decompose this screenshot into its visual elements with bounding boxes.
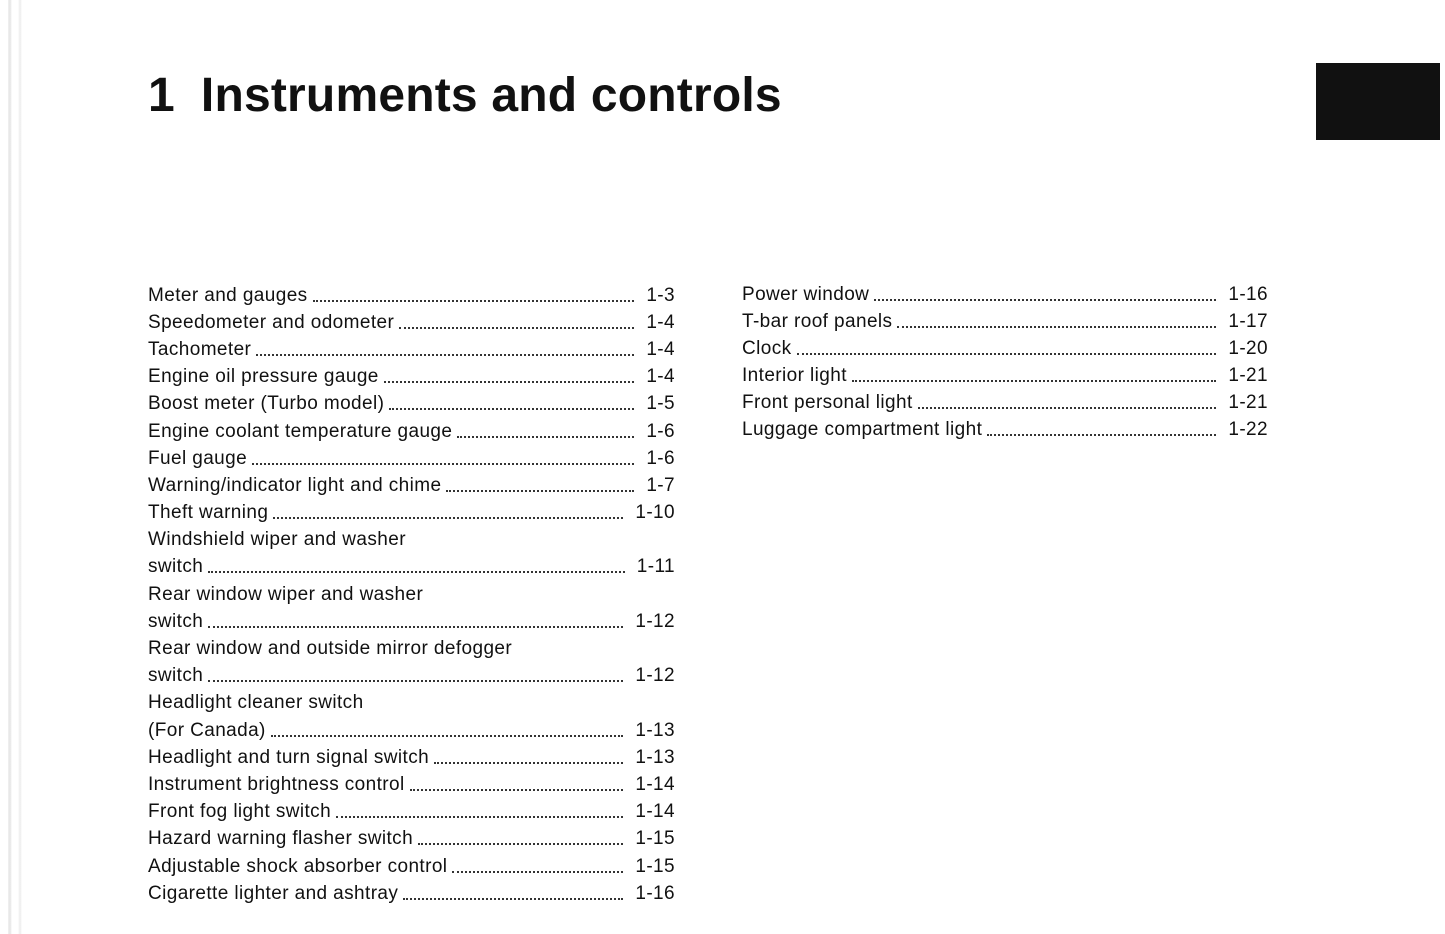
toc-entry-continuation[interactable] [148,608,675,635]
toc-entry-title: Instrument brightness control [148,773,405,795]
toc-entry-page: 1-21 [1228,391,1268,413]
toc-entry-page: 1-21 [1228,364,1268,386]
toc-entry-title: Clock [742,337,792,359]
toc-entry-page: 1-12 [635,665,675,687]
toc-entry-title: Boost meter (Turbo model) [148,393,385,415]
toc-entry-page: 1-15 [635,828,675,850]
dot-leader [797,353,1217,355]
toc-entry-page: 1-5 [646,393,675,415]
dot-leader [874,299,1216,301]
dot-leader [384,381,635,383]
toc-entry-page: 1-17 [1228,310,1268,332]
toc-entry-title: Theft warning [148,502,269,524]
toc-entry[interactable] [148,771,675,798]
dot-leader [418,843,623,845]
toc-entry-title: Rear window wiper and washer [148,583,424,605]
toc-entry[interactable] [742,362,1268,389]
toc-entry-page: 1-11 [636,556,675,578]
toc-entry[interactable] [148,309,675,336]
toc-entry-page: 1-4 [646,338,675,360]
toc-entry-title: Fuel gauge [148,447,248,469]
toc-entry-title: Front personal light [742,391,913,413]
dot-leader [208,680,623,682]
toc-entry[interactable] [148,853,675,880]
toc-entry-title: Meter and gauges [148,284,308,306]
toc-entry[interactable] [148,336,675,363]
toc-entry-page: 1-14 [635,773,675,795]
toc-entry-title-continuation: switch [148,610,204,632]
toc-entry-page: 1-14 [635,801,675,823]
dot-leader [457,436,634,438]
toc-entry-title-continuation: switch [148,556,204,578]
toc-entry[interactable] [742,335,1268,362]
toc-entry-title: T-bar roof panels [742,310,893,332]
toc-entry-title: Engine coolant temperature gauge [148,420,453,442]
toc-entry-title: Tachometer [148,338,252,360]
dot-leader [403,898,623,900]
toc-entry[interactable] [742,416,1268,443]
toc-entry-page: 1-13 [635,719,675,741]
toc-entry[interactable] [742,308,1268,335]
toc-entry[interactable] [148,282,675,309]
dot-leader [410,789,624,791]
toc-entry[interactable] [148,391,675,418]
dot-leader [313,300,635,302]
toc-entry-page: 1-6 [646,447,675,469]
dot-leader [897,326,1216,328]
toc-entry-continuation[interactable] [148,663,675,690]
toc-entry[interactable] [148,418,675,445]
toc-entry-title: Luggage compartment light [742,418,983,440]
toc-entry-page: 1-22 [1228,418,1268,440]
dot-leader [252,463,634,465]
toc-entry-page: 1-12 [635,610,675,632]
toc-entry-title: Warning/indicator light and chime [148,474,442,496]
toc-entry[interactable] [148,880,675,907]
dot-leader [256,354,634,356]
dot-leader [918,407,1217,409]
toc-entry-continuation[interactable] [148,717,675,744]
toc-entry-page: 1-7 [646,474,675,496]
toc-entry-title-continuation: switch [148,665,204,687]
toc-entry-page: 1-10 [635,502,675,524]
page-binding-edge [8,0,22,934]
dot-leader [336,816,623,818]
toc-entry[interactable] [148,581,675,608]
toc-entry-page: 1-4 [646,311,675,333]
toc-entry-title: Interior light [742,364,847,386]
toc-entry-page: 1-4 [646,366,675,388]
toc-entry-title: Windshield wiper and washer [148,529,406,551]
toc-entry-page: 1-20 [1228,337,1268,359]
chapter-title-text: Instruments and controls [200,69,782,122]
toc-entry[interactable] [148,744,675,771]
toc-entry[interactable] [148,364,675,391]
dot-leader [399,327,634,329]
toc-entry[interactable] [742,389,1268,416]
toc-entry-page: 1-6 [646,420,675,442]
toc-entry-page: 1-13 [635,746,675,768]
toc-entry-title: Hazard warning flasher switch [148,828,414,850]
chapter-thumb-tab [1316,63,1440,140]
dot-leader [208,626,623,628]
toc-entry-title: Headlight and turn signal switch [148,746,430,768]
toc-entry-title-continuation: (For Canada) [148,719,266,741]
toc-entry-page: 1-16 [635,882,675,904]
toc-entry-title: Engine oil pressure gauge [148,366,379,388]
toc-entry-page: 1-3 [646,284,675,306]
chapter-number: 1 [148,69,175,122]
chapter-title [148,68,782,124]
toc-entry-title: Headlight cleaner switch [148,692,364,714]
toc-entry[interactable] [148,635,675,662]
toc-entry[interactable] [148,445,675,472]
dot-leader [389,408,634,410]
dot-leader [208,571,625,573]
toc-left-column [148,282,675,907]
dot-leader [446,490,634,492]
toc-entry-title: Rear window and outside mirror defogger [148,638,513,660]
toc-entry-continuation[interactable] [148,554,675,581]
dot-leader [852,380,1216,382]
toc-entry-title: Adjustable shock absorber control [148,855,448,877]
toc-entry[interactable] [148,472,675,499]
dot-leader [452,871,623,873]
toc-entry-page: 1-16 [1228,283,1268,305]
toc-entry[interactable] [148,690,675,717]
toc-entry[interactable] [148,500,675,527]
toc-entry-title: Front fog light switch [148,801,332,823]
toc-entry-page: 1-15 [635,855,675,877]
toc-entry-title: Power window [742,283,870,305]
dot-leader [271,735,624,737]
toc-entry[interactable] [742,281,1268,308]
dot-leader [987,434,1216,436]
dot-leader [273,517,623,519]
toc-entry-title: Cigarette lighter and ashtray [148,882,399,904]
toc-entry[interactable] [148,826,675,853]
toc-entry[interactable] [148,527,675,554]
toc-right-column [742,281,1268,443]
toc-entry[interactable] [148,799,675,826]
toc-entry-title: Speedometer and odometer [148,311,395,333]
dot-leader [434,762,623,764]
